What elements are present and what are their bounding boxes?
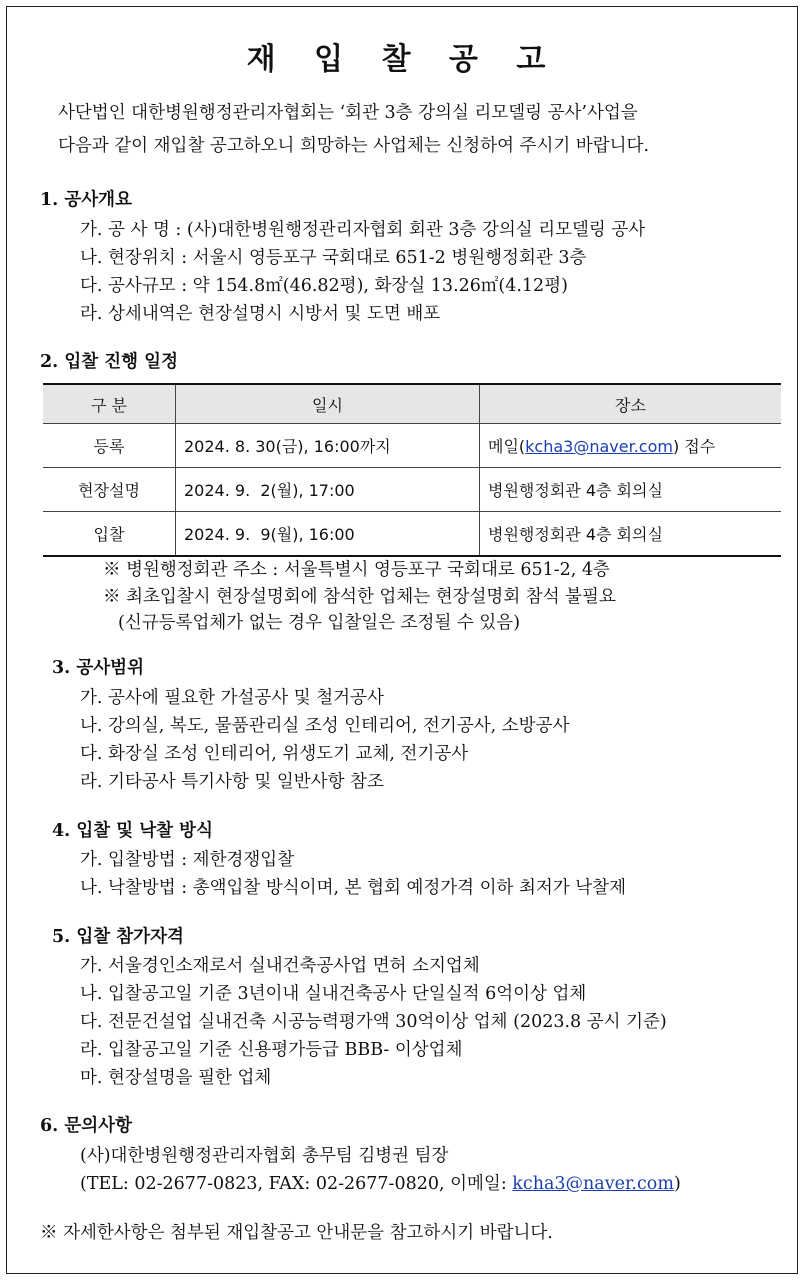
section-2-heading: 2. 입찰 진행 일정 — [40, 352, 178, 372]
section-5-item: 다. 전문건설업 실내건축 시공능력평가액 30억이상 업체 (2023.8 공시 기준) — [80, 1012, 667, 1032]
section-3-item: 다. 화장실 조성 인테리어, 위생도기 교체, 전기공사 — [80, 744, 469, 764]
schedule-note: (신규등록업체가 없는 경우 입찰일은 조정될 수 있음) — [118, 613, 521, 633]
place-text: 메일( — [488, 437, 526, 456]
section-1-item: 다. 공사규모 : 약 154.8㎡(46.82평), 화장실 13.26㎡(4.12평) — [80, 276, 568, 296]
place-text: ) 접수 — [672, 437, 716, 456]
table-header-row — [43, 384, 781, 424]
column-header: 구 분 — [43, 384, 176, 424]
intro-line-2: 다음과 같이 재입찰 공고하오니 희망하는 사업체는 신청하여 주시기 바랍니다. — [58, 136, 650, 156]
section-1-heading: 1. 공사개요 — [40, 190, 132, 210]
schedule-type: 현장설명 — [43, 468, 176, 512]
section-5-item: 마. 현장설명을 필한 업체 — [80, 1068, 272, 1088]
schedule-note: ※ 최초입찰시 현장설명회에 참석한 업체는 현장설명회 참석 불필요 — [103, 587, 616, 607]
section-3-item: 라. 기타공사 특기사항 및 일반사항 참조 — [80, 772, 384, 792]
section-6-heading: 6. 문의사항 — [40, 1116, 132, 1136]
section-4-item: 가. 입찰방법 : 제한경쟁입찰 — [80, 850, 295, 870]
section-1-item: 라. 상세내역은 현장설명시 시방서 및 도면 배포 — [80, 304, 441, 324]
section-5-heading: 5. 입찰 참가자격 — [52, 927, 184, 947]
contact-phone-fax: (TEL: 02-2677-0823, FAX: 02-2677-0820, 이메일: — [80, 1174, 513, 1194]
schedule-place — [480, 424, 782, 468]
contact-info — [80, 1173, 681, 1195]
schedule-type: 입찰 — [43, 512, 176, 557]
table-row — [43, 468, 781, 512]
schedule-place: 병원행정회관 4층 회의실 — [480, 512, 782, 557]
contact-close: ) — [673, 1174, 681, 1194]
schedule-datetime: 2024. 9. 9(월), 16:00 — [176, 512, 480, 557]
schedule-datetime: 2024. 9. 2(월), 17:00 — [176, 468, 480, 512]
column-header: 장소 — [480, 384, 782, 424]
section-3-item: 나. 강의실, 복도, 물품관리실 조성 인테리어, 전기공사, 소방공사 — [80, 716, 570, 736]
contact-person: (사)대한병원행정관리자협회 총무팀 김병권 팀장 — [80, 1146, 449, 1166]
schedule-place: 병원행정회관 4층 회의실 — [480, 468, 782, 512]
table-row — [43, 424, 781, 468]
email-link[interactable]: kcha3@naver.com — [525, 437, 673, 456]
column-header: 일시 — [176, 384, 480, 424]
section-5-item: 나. 입찰공고일 기준 3년이내 실내건축공사 단일실적 6억이상 업체 — [80, 984, 587, 1004]
section-4-item: 나. 낙찰방법 : 총액입찰 방식이며, 본 협회 예정가격 이하 최저가 낙찰제 — [80, 878, 626, 898]
section-5-item: 라. 입찰공고일 기준 신용평가등급 BBB- 이상업체 — [80, 1040, 463, 1060]
section-5-item: 가. 서울경인소재로서 실내건축공사업 면허 소지업체 — [80, 956, 480, 976]
footer-note: ※ 자세한사항은 첨부된 재입찰공고 안내문을 참고하시기 바랍니다. — [40, 1223, 553, 1243]
schedule-datetime: 2024. 8. 30(금), 16:00까지 — [176, 424, 480, 468]
table-row — [43, 512, 781, 557]
section-3-item: 가. 공사에 필요한 가설공사 및 철거공사 — [80, 688, 384, 708]
section-1-item: 나. 현장위치 : 서울시 영등포구 국회대로 651-2 병원행정회관 3층 — [80, 248, 587, 268]
section-3-heading: 3. 공사범위 — [52, 658, 144, 678]
schedule-note: ※ 병원행정회관 주소 : 서울특별시 영등포구 국회대로 651-2, 4층 — [103, 560, 610, 580]
intro-line-1: 사단법인 대한병원행정관리자협회는 ‘회관 3층 강의실 리모델링 공사’사업을 — [58, 103, 638, 123]
schedule-table — [43, 383, 781, 557]
section-1-item: 가. 공 사 명 : (사)대한병원행정관리자협회 회관 3층 강의실 리모델링 공사 — [80, 220, 646, 240]
email-link[interactable]: kcha3@naver.com — [512, 1174, 674, 1194]
section-4-heading: 4. 입찰 및 낙찰 방식 — [52, 821, 213, 841]
page-title: 재 입 찰 공 고 — [246, 42, 560, 77]
schedule-type: 등록 — [43, 424, 176, 468]
